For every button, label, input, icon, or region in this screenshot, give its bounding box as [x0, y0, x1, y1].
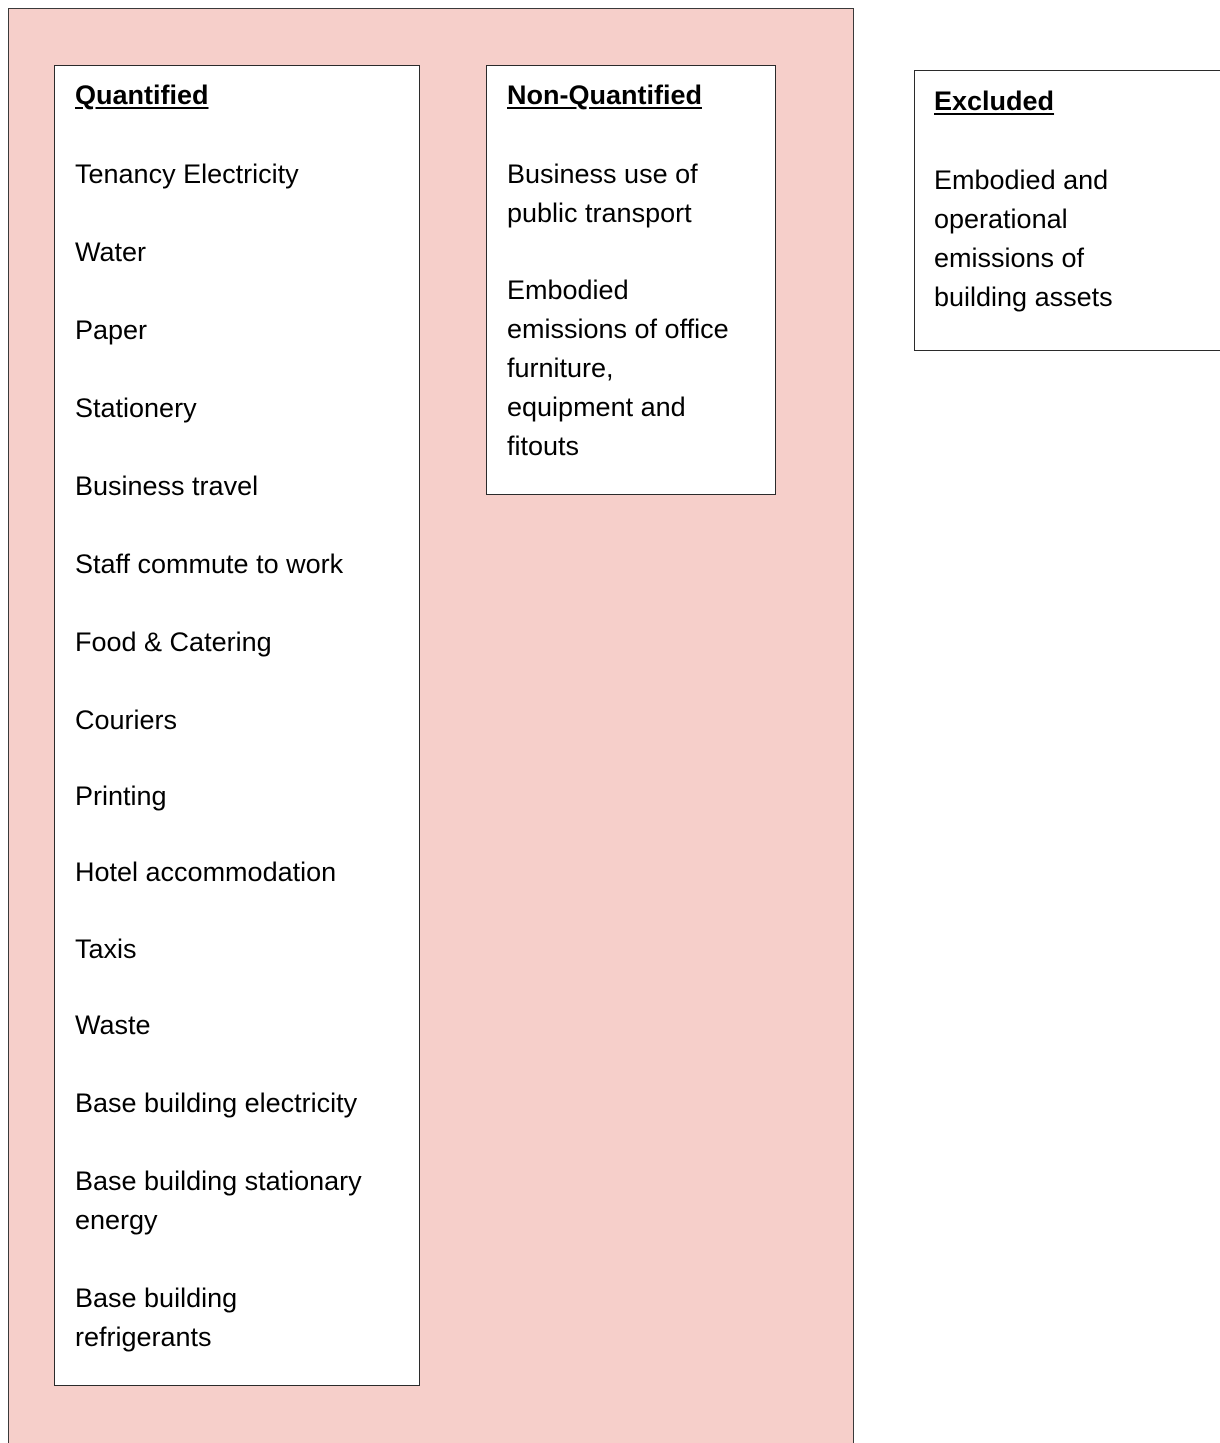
non-quantified-item-line: furniture,: [507, 353, 614, 383]
quantified-item: [75, 1279, 237, 1357]
non-quantified-item-line: Business use of: [507, 159, 698, 189]
non-quantified-item-line: public transport: [507, 198, 692, 228]
quantified-item-line: Paper: [75, 315, 148, 345]
non-quantified-item: [507, 155, 698, 233]
quantified-item-line: refrigerants: [75, 1322, 212, 1352]
excluded-item-line: emissions of: [934, 243, 1085, 273]
excluded-item: [934, 161, 1113, 317]
quantified-item: [75, 545, 343, 584]
quantified-item-line: Tenancy Electricity: [75, 159, 299, 189]
quantified-heading: Quantified: [75, 80, 209, 110]
quantified-item: [75, 701, 177, 740]
excluded-heading: Excluded: [934, 86, 1055, 116]
excluded-item-line: operational: [934, 204, 1068, 234]
quantified-item: [75, 1084, 357, 1123]
excluded-item-line: building assets: [934, 282, 1113, 312]
excluded-item-line: Embodied and: [934, 165, 1109, 195]
quantified-item-line: Staff commute to work: [75, 549, 344, 579]
quantified-item-line: Water: [75, 237, 147, 267]
quantified-item-line: Taxis: [75, 934, 137, 964]
quantified-item: [75, 853, 336, 892]
non-quantified-heading: Non-Quantified: [507, 80, 702, 110]
non-quantified-item-line: fitouts: [507, 431, 580, 461]
quantified-item-line: energy: [75, 1205, 158, 1235]
quantified-item-line: Stationery: [75, 393, 197, 423]
quantified-item: [75, 155, 299, 194]
quantified-item: [75, 389, 197, 428]
quantified-item-line: Base building: [75, 1283, 238, 1313]
quantified-item: [75, 1006, 151, 1045]
quantified-item-line: Couriers: [75, 705, 178, 735]
quantified-item-line: Waste: [75, 1010, 151, 1040]
quantified-item: [75, 311, 147, 350]
quantified-item: [75, 623, 272, 662]
quantified-item: [75, 930, 137, 969]
quantified-item-line: Printing: [75, 781, 167, 811]
non-quantified-item: [507, 271, 729, 466]
quantified-item-line: Base building stationary: [75, 1166, 362, 1196]
quantified-item-line: Base building electricity: [75, 1088, 358, 1118]
quantified-item: [75, 233, 146, 272]
non-quantified-item-line: Embodied: [507, 275, 629, 305]
non-quantified-item-line: emissions of office: [507, 314, 729, 344]
quantified-item: [75, 777, 167, 816]
quantified-item: [75, 467, 258, 506]
quantified-item-line: Business travel: [75, 471, 259, 501]
quantified-item-line: Hotel accommodation: [75, 857, 337, 887]
quantified-item: [75, 1162, 362, 1240]
quantified-item-line: Food & Catering: [75, 627, 272, 657]
non-quantified-item-line: equipment and: [507, 392, 686, 422]
